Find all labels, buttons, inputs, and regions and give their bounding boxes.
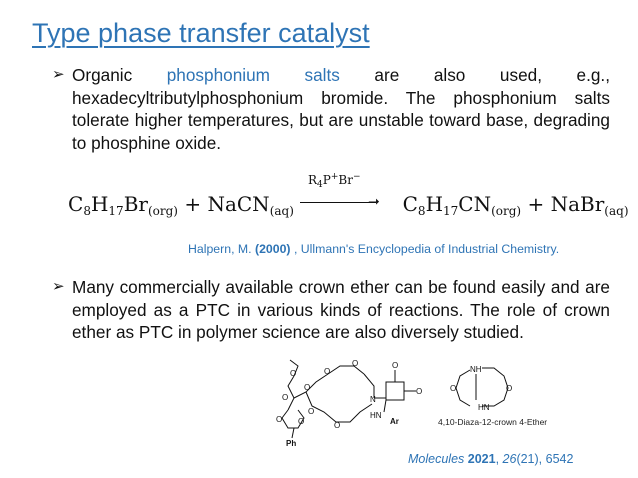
atom-label: N (370, 395, 376, 404)
atom-label: HN (478, 403, 490, 412)
arrow-bullet-icon: ➢ (52, 278, 65, 295)
atom-label: O (324, 367, 331, 376)
atom-label: O (392, 361, 399, 370)
reaction-equation (68, 172, 629, 228)
atom-label: NH (470, 365, 482, 374)
reactant2: NaCN$_{(aq)}$ (207, 192, 294, 218)
atom-label: O (352, 359, 359, 368)
ref2-year: 2021 (467, 452, 496, 466)
reference-molecules: Molecules 2021, 26(21), 6542 (408, 452, 574, 466)
ref1-year: (2000) (254, 242, 291, 256)
highlight-term: phosphonium salts (166, 65, 340, 85)
slide-title: Type phase transfer catalyst (32, 18, 370, 48)
diaza-crown-ether-structure (448, 360, 518, 416)
bullet-text-post: are also used, e.g., hexadecyltributylphosphonium bromide. The phosphonium salts tolerate higher temperatures, but are unstable toward base, degrading to phosphine oxide. (72, 65, 610, 153)
atom-label: O (334, 421, 341, 430)
atom-label: O (506, 384, 513, 393)
atom-label: O (282, 393, 289, 402)
ref2-pages: (21), 6542 (516, 452, 574, 466)
bullet-phosphonium (52, 64, 610, 154)
reference-halpern (188, 242, 559, 256)
atom-label: O (450, 384, 457, 393)
bullet-crown-ether (52, 276, 610, 344)
equation-main: $C_8H_{17}Br_{(org)}$ + NaCN$_{(aq)}$ $C_8H_{17}CN_{(org)}$ + NaBr$_{(aq)}$ (68, 192, 629, 218)
bullet-text-pre: Organic (72, 65, 167, 85)
atom-label: O (290, 369, 297, 378)
crown-ether-squaramide-structure (268, 352, 428, 448)
atom-label: O (276, 415, 283, 424)
catalyst-label: $R_4P^+Br^-$ (308, 172, 361, 190)
atom-label: HN (370, 411, 382, 420)
atom-label: Ph (286, 439, 297, 448)
atom-label: O (304, 383, 311, 392)
atom-label: O (416, 387, 423, 396)
ref1-rest: , Ullmann's Encyclopedia of Industrial Chemistry. (290, 242, 560, 256)
bullet2-text: Many commercially available crown ether can be found easily and are employed as a PTC in various kinds of reactions. The role of crown ether as PTC in polymer science are also diversely studied. (72, 277, 610, 342)
ref2-volume: 26 (502, 452, 517, 466)
atom-label: O (298, 417, 305, 426)
reactant1: $C_8H_{17}Br_{(org)}$ (68, 192, 178, 218)
product1: $C_8H_{17}CN_{(org)}$ (402, 192, 522, 218)
atom-label: O (308, 407, 315, 416)
product2: NaBr$_{(aq)}$ (550, 192, 629, 218)
arrow-bullet-icon: ➢ (52, 66, 65, 83)
atom-label: Ar (390, 417, 399, 426)
ref2-journal: Molecules (408, 452, 465, 466)
bullet-text (72, 64, 610, 154)
reaction-arrowhead-icon: ➝ (368, 194, 380, 210)
reaction-arrow (300, 202, 376, 203)
ref1-author: Halpern, M. (188, 242, 255, 256)
structure2-caption: 4,10-Diaza-12-crown 4-Ether (438, 417, 548, 427)
